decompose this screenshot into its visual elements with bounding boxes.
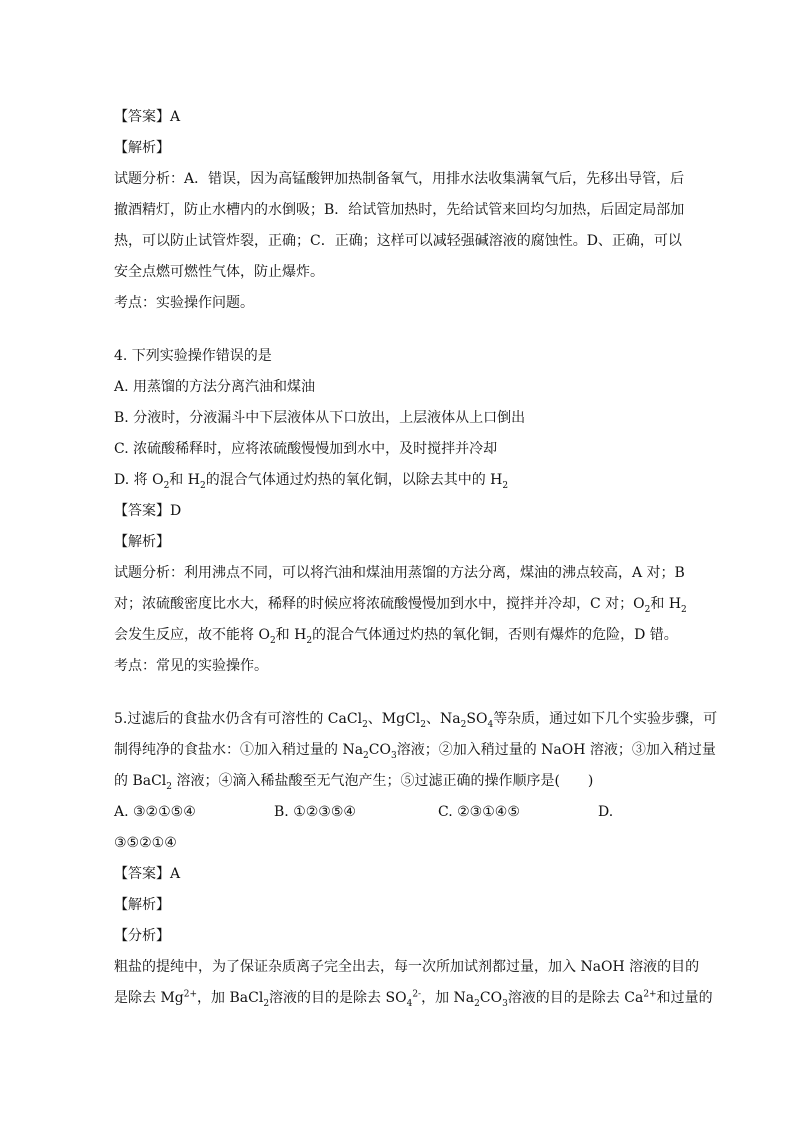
q5-option-b: B. ①②③⑤④ xyxy=(274,804,356,820)
q5-stem-line: 5.过滤后的食盐水仍含有可溶性的 CaCl$_2$、MgCl$_2$、$Na_2SO_4$等杂质，通过如下几个实验步骤，可 xyxy=(114,711,718,730)
q5-option-d-label: D. xyxy=(598,804,614,820)
q5-fenxi-line: 是除去 $Mg^{2+}$，加 BaCl$_2$溶液的目的是除去 $SO_4^{2-}$，加 $Na_2CO_3$溶液的目的是除去 $Ca^{2+}$和过量的 xyxy=(114,989,713,1009)
q5-answer: 【答案】A xyxy=(114,866,181,882)
q5-fenxi-line: 粗盐的提纯中，为了保证杂质离子完全出去，每一次所加试剂都过量，加入 NaOH 溶液的目的 xyxy=(114,959,700,975)
q5-option-d-value: ③⑤②①④ xyxy=(114,835,177,851)
q4-answer: 【答案】D xyxy=(114,503,182,519)
q3-analysis-line: 试题分析：A．错误，因为高锰酸钾加热制备氧气，用排水法收集满氧气后，先移出导管，后 xyxy=(114,171,685,187)
q3-analysis-line: 热，可以防止试管炸裂，正确；C．正确；这样可以减轻强碱溶液的腐蚀性。D、正确，可以 xyxy=(114,233,682,249)
q3-analysis-line: 撤酒精灯，防止水槽内的水倒吸；B．给试管加热时，先给试管来回均匀加热，后固定局部加 xyxy=(114,202,685,218)
q4-option-d: D. 将 $O_2$和 $H_2$的混合气体通过灼热的氧化铜，以除去其中的 $H_2$ xyxy=(114,472,509,491)
q4-kaodian: 考点：常见的实验操作。 xyxy=(114,658,268,674)
q5-options xyxy=(114,797,690,828)
q4-analysis-label: 【解析】 xyxy=(114,534,170,550)
q5-stem-line: 制得纯净的食盐水：①加入稍过量的 $Na_2CO_3$溶液；②加入稍过量的 NaOH 溶液；③加入稍过量 xyxy=(114,742,716,761)
q5-fenxi-label: 【分析】 xyxy=(114,928,170,944)
q5-stem-line: 的 BaCl$_2$ 溶液；④滴入稀盐酸至无气泡产生；⑤过滤正确的操作顺序是( ) xyxy=(114,773,594,792)
q5-option-c: C. ②③①④⑤ xyxy=(438,804,520,820)
q4-analysis-line: 对；浓硫酸密度比水大，稀释的时候应将浓硫酸慢慢加到水中，搅拌并冷却，C 对；$O_2$和 $H_2$ xyxy=(114,596,687,615)
q4-stem: 4. 下列实验操作错误的是 xyxy=(114,348,272,364)
q3-kaodian: 考点：实验操作问题。 xyxy=(114,295,254,311)
document-content xyxy=(114,102,718,1014)
q4-analysis-line: 会发生反应，故不能将 $O_2$和 $H_2$的混合气体通过灼热的氧化铜，否则有爆炸的危险，D 错。 xyxy=(114,627,678,646)
q5-analysis-label: 【解析】 xyxy=(114,897,170,913)
q4-option-b: B. 分液时，分液漏斗中下层液体从下口放出，上层液体从上口倒出 xyxy=(114,410,526,426)
q5-option-a: A. ③②①⑤④ xyxy=(114,804,196,820)
q3-answer: 【答案】A xyxy=(114,109,181,125)
q3-analysis-line: 安全点燃可燃性气体，防止爆炸。 xyxy=(114,264,324,280)
q4-option-c: C. 浓硫酸稀释时，应将浓硫酸慢慢加到水中，及时搅拌并冷却 xyxy=(114,441,498,457)
q4-option-a: A. 用蒸馏的方法分离汽油和煤油 xyxy=(114,379,316,395)
q4-analysis-line: 试题分析：利用沸点不同，可以将汽油和煤油用蒸馏的方法分离，煤油的沸点较高，A 对；B xyxy=(114,565,685,581)
q3-analysis-label: 【解析】 xyxy=(114,140,170,156)
